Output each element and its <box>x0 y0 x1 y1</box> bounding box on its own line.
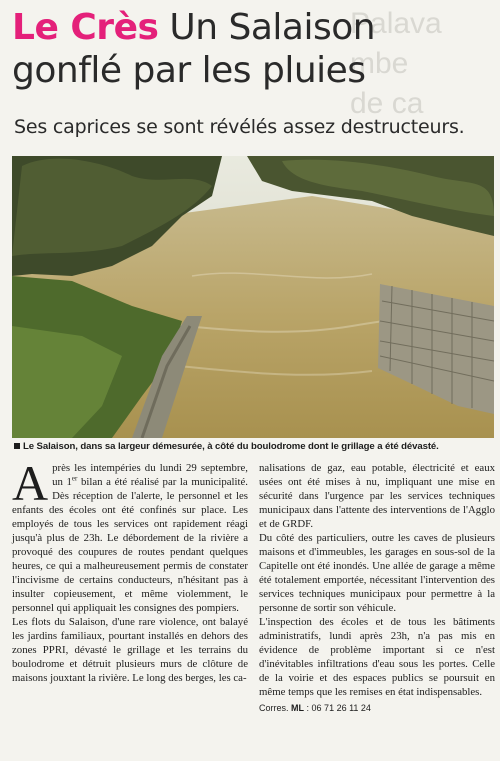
article-column-2 <box>259 461 495 715</box>
ordinal-suffix: er <box>71 474 78 483</box>
article-paragraph: nalisations de gaz, eau potable, électricité et eaux usées ont été mises à nu, impliquant une mise en sécurité dans l'urgence par les services techniques municipaux dans l'attente des interventions de l'Agglo et de GRDF. <box>259 462 495 530</box>
credit-initials: ML <box>291 703 305 713</box>
headline-title-part2: gonflé par les pluies <box>12 50 366 91</box>
article-paragraph: Du côté des particuliers, outre les caves de plusieurs maisons et d'immeubles, les garages en sous-sol de la Capitelle ont été inondés. Une allée de garage a même été totalement emportée, nécessitant l'intervention des services techniques municipaux pour permettre à la personne de sortir son véhicule. <box>259 532 495 614</box>
headline-title-part1: Un Salaison <box>169 7 376 48</box>
subtitle: Ses caprices se sont révélés assez destructeurs. <box>14 116 465 138</box>
article-paragraph: L'inspection des écoles et de tous les bâtiments administratifs, lundi après 23h, n'a pas mis en évidence de problème important si ce n'est d'inévitables infiltrations d'eau sous les portes. Celle de la voirie et des espaces publics se poursuit en même temps que les remises en état indispensables. <box>259 616 495 698</box>
ghost-line: de ca <box>350 87 424 114</box>
article-paragraph: Les flots du Salaison, d'une rare violence, ont balayé les jardins familiaux, pourtant installés en dehors des zones PPRI, dévasté le grillage et les terrains du boulodrome et détruit plusieurs murs de clôture de maisons jouxtant la rivière. Le long des berges, les ca- <box>12 616 248 684</box>
drop-cap: A <box>12 455 49 511</box>
ghost-line: mbe <box>350 47 409 80</box>
paragraph-text: bilan a été réalisé par la municipalité. Dès réception de l'alerte, le personnel et les enfants des écoles ont été confinés sur place. Les employés de tous les services ont rapidement réagi jusqu'à plus de 23h. Le débordement de la rivière a provoqué des coupures de routes pendant quelques heures, ce qui a malheureusement permis de constater l'incivisme de certains conducteurs, n'hésitant pas à insulter copieusement, et même violemment, le personnel qui appliquait les consignes des pompiers. <box>12 476 248 614</box>
headline <box>12 6 492 92</box>
credit-label: Corres. <box>259 703 289 713</box>
correspondent-credit <box>259 701 495 715</box>
article-paragraph <box>12 455 248 615</box>
caption-square-icon <box>14 443 20 449</box>
article-column-1 <box>12 455 248 685</box>
ghost-line: Palava <box>350 7 442 40</box>
caption-text: Le Salaison, dans sa largeur démesurée, à côté du boulodrome dont le grillage a été dévasté. <box>23 441 439 452</box>
photo-caption <box>14 441 494 452</box>
flooded-river-photo <box>12 156 494 438</box>
headline-town: Le Crès <box>12 7 159 48</box>
paragraph-text: près les intempéries du lundi 29 septembre, un 1 <box>52 462 248 488</box>
credit-phone: : 06 71 26 11 24 <box>306 703 371 713</box>
